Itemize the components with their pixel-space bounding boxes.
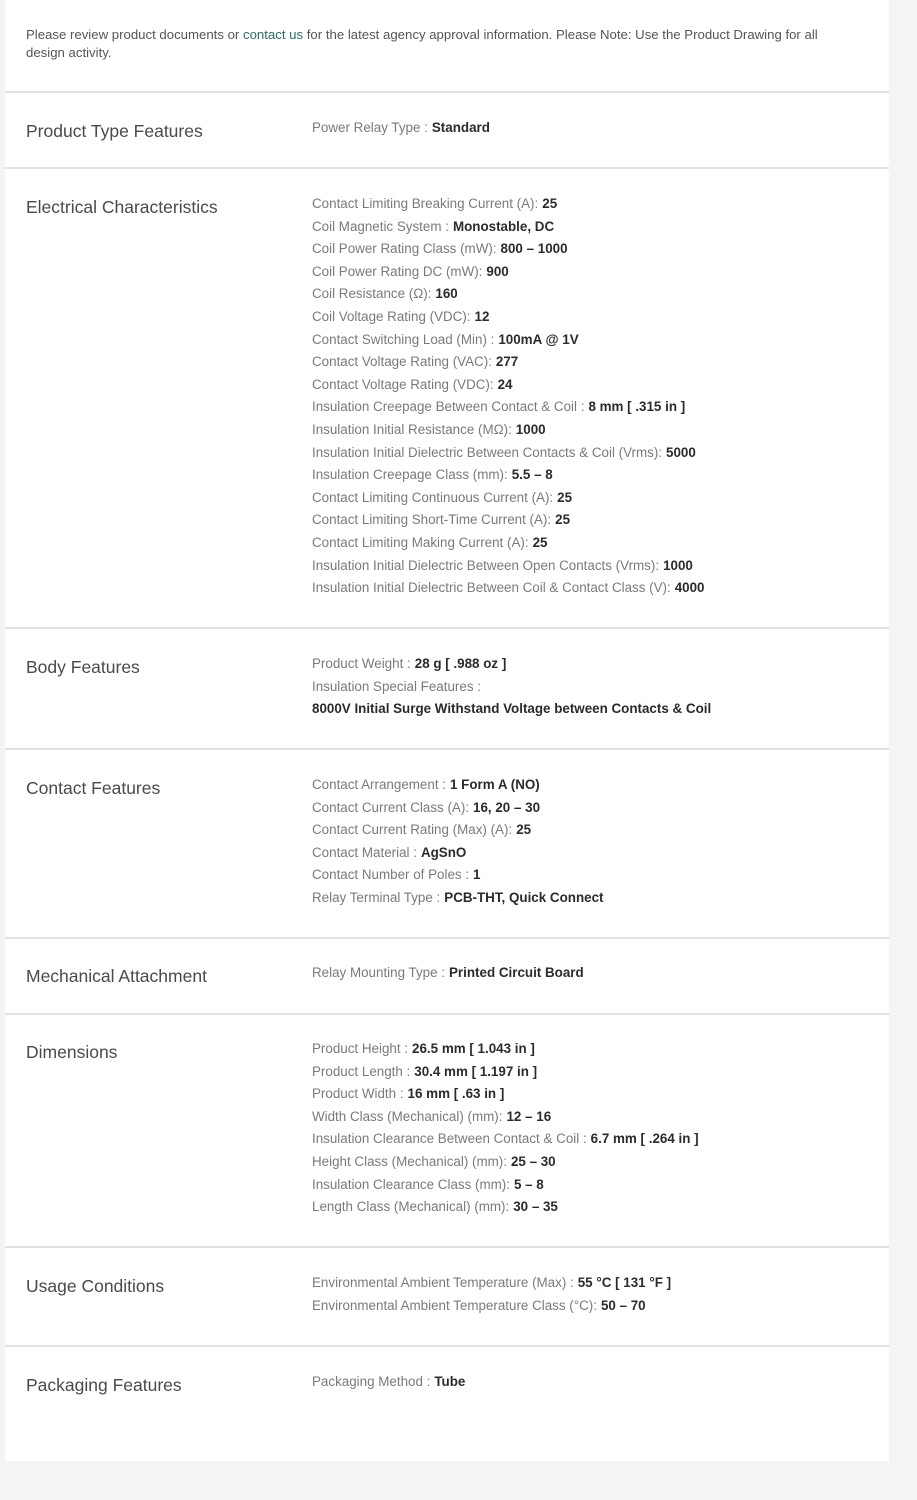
section-title: Body Features — [26, 657, 140, 677]
attribute-row — [312, 653, 711, 676]
attribute-label: Product Height : — [312, 1041, 409, 1056]
attribute-value: 55 °C [ 131 °F ] — [577, 1275, 672, 1290]
attribute-row — [312, 1174, 699, 1197]
section-title: Contact Features — [26, 778, 161, 798]
attribute-value: 25 — [555, 512, 571, 528]
attribute-value: 1 — [473, 867, 481, 883]
attribute-label: Relay Terminal Type : — [312, 889, 441, 905]
attribute-row — [312, 1038, 699, 1061]
divider — [5, 91, 889, 93]
attribute-value: 100mA @ 1V — [498, 331, 579, 347]
attribute-row — [312, 1083, 699, 1106]
attribute-value: 16 mm [ .63 in ] — [407, 1086, 505, 1102]
attribute-label: Contact Limiting Continuous Current (A): — [312, 489, 554, 505]
attribute-row — [312, 1151, 699, 1174]
attribute-value: 50 – 70 — [600, 1297, 646, 1313]
attribute-row — [312, 1106, 699, 1129]
attribute-label: Contact Limiting Short-Time Current (A): — [312, 512, 552, 528]
attribute-row — [312, 555, 705, 578]
attribute-row — [312, 864, 603, 887]
attribute-label: Product Width : — [312, 1086, 404, 1102]
divider — [5, 1013, 889, 1015]
attribute-value: 25 — [516, 822, 532, 838]
attribute-label: Environmental Ambient Temperature Class (°C): — [312, 1297, 597, 1313]
attribute-row — [312, 419, 705, 442]
attribute-row — [312, 842, 603, 865]
attribute-value: 5.5 – 8 — [511, 467, 553, 483]
attribute-row — [312, 676, 711, 721]
attribute-label: Contact Voltage Rating (VAC): — [312, 354, 492, 370]
divider — [5, 937, 889, 939]
attribute-label: Coil Resistance (Ω): — [312, 286, 432, 302]
attribute-label: Insulation Creepage Class (mm): — [312, 467, 508, 483]
attribute-label: Insulation Creepage Between Contact & Coil : — [312, 399, 585, 415]
attribute-value: 25 — [532, 534, 548, 550]
attribute-row — [312, 1272, 671, 1295]
divider — [5, 627, 889, 629]
attribute-row — [312, 1128, 699, 1151]
attribute-value: 24 — [497, 376, 513, 392]
attribute-row — [312, 306, 705, 329]
attribute-value: 1000 — [515, 421, 546, 437]
attribute-row — [312, 887, 603, 910]
attribute-value: 8 mm [ .315 in ] — [588, 399, 686, 415]
attribute-row — [312, 1371, 465, 1394]
attribute-row — [312, 532, 705, 555]
attribute-label: Contact Material : — [312, 844, 417, 860]
attribute-value: PCB-THT, Quick Connect — [444, 889, 604, 905]
attribute-value: Monostable, DC — [452, 218, 555, 234]
attribute-list — [312, 653, 711, 721]
attribute-value: 900 — [486, 263, 509, 279]
section-title: Mechanical Attachment — [26, 966, 207, 986]
attribute-row — [312, 442, 705, 465]
notice-suffix: for the latest agency approval information. Please Note: Use the Product Drawing for all design activity. — [26, 27, 818, 60]
attribute-row — [312, 351, 705, 374]
attribute-row — [312, 1295, 671, 1318]
attribute-label: Contact Voltage Rating (VDC): — [312, 376, 494, 392]
attribute-value: 160 — [435, 286, 458, 302]
attribute-row — [312, 374, 705, 397]
attribute-label: Insulation Special Features : — [312, 678, 481, 694]
attribute-label: Power Relay Type : — [312, 120, 428, 135]
attribute-label: Contact Switching Load (Min) : — [312, 331, 495, 347]
attribute-value: 28 g [ .988 oz ] — [414, 656, 507, 671]
attribute-row — [312, 396, 705, 419]
section-title: Usage Conditions — [26, 1276, 165, 1296]
attribute-value: 800 – 1000 — [500, 241, 568, 257]
section-title: Dimensions — [26, 1042, 118, 1062]
attribute-value: 12 — [474, 308, 490, 324]
attribute-label: Coil Voltage Rating (VDC): — [312, 308, 471, 324]
attribute-label: Contact Number of Poles : — [312, 867, 470, 883]
attribute-value: 8000V Initial Surge Withstand Voltage between Contacts & Coil — [312, 701, 712, 717]
attribute-value: 16, 20 – 30 — [473, 799, 541, 815]
attribute-label: Coil Power Rating Class (mW): — [312, 241, 497, 257]
attribute-label: Insulation Clearance Between Contact & Coil : — [312, 1131, 587, 1147]
specifications-card — [5, 0, 889, 1461]
attribute-value: 26.5 mm [ 1.043 in ] — [412, 1041, 535, 1056]
attribute-value: Printed Circuit Board — [449, 965, 584, 980]
attribute-label: Contact Limiting Breaking Current (A): — [312, 196, 539, 211]
attribute-row — [312, 487, 705, 510]
divider — [5, 748, 889, 750]
attribute-row — [312, 464, 705, 487]
attribute-label: Insulation Clearance Class (mm): — [312, 1176, 510, 1192]
attribute-value: 25 – 30 — [510, 1153, 556, 1169]
attribute-list — [312, 774, 603, 910]
attribute-row — [312, 238, 705, 261]
attribute-row — [312, 193, 705, 216]
attribute-label: Contact Arrangement : — [312, 777, 446, 792]
attribute-label: Product Weight : — [312, 656, 411, 671]
attribute-row — [312, 774, 603, 797]
attribute-label: Contact Current Rating (Max) (A): — [312, 822, 513, 838]
attribute-label: Width Class (Mechanical) (mm): — [312, 1108, 503, 1124]
attribute-list — [312, 1272, 671, 1317]
attribute-value: AgSnO — [420, 844, 467, 860]
attribute-label: Insulation Initial Dielectric Between Open Contacts (Vrms): — [312, 557, 660, 573]
attribute-label: Length Class (Mechanical) (mm): — [312, 1199, 510, 1215]
attribute-row — [312, 117, 490, 140]
attribute-label: Height Class (Mechanical) (mm): — [312, 1153, 507, 1169]
contact-us-link[interactable]: contact us — [242, 27, 304, 42]
attribute-value: Standard — [431, 120, 490, 135]
attribute-value: 4000 — [674, 580, 705, 596]
divider — [5, 1345, 889, 1347]
attribute-row — [312, 216, 705, 239]
attribute-row — [312, 797, 603, 820]
section-title: Packaging Features — [26, 1375, 182, 1395]
agency-approval-notice — [26, 26, 846, 62]
attribute-row — [312, 509, 705, 532]
divider — [5, 1246, 889, 1248]
attribute-value: 277 — [495, 354, 519, 370]
attribute-row — [312, 577, 705, 600]
attribute-label: Product Length : — [312, 1063, 411, 1079]
attribute-value: 30.4 mm [ 1.197 in ] — [414, 1063, 538, 1079]
attribute-value: 5 – 8 — [513, 1176, 544, 1192]
attribute-row — [312, 261, 705, 284]
attribute-list — [312, 117, 490, 140]
attribute-value: Tube — [434, 1374, 466, 1389]
section-title: Electrical Characteristics — [26, 197, 218, 217]
notice-prefix: Please review product documents or — [26, 27, 243, 42]
attribute-label: Contact Limiting Making Current (A): — [312, 534, 529, 550]
divider — [5, 167, 889, 169]
attribute-row — [312, 329, 705, 352]
attribute-row — [312, 1196, 699, 1219]
attribute-value: 25 — [542, 196, 558, 211]
attribute-label: Insulation Initial Resistance (MΩ): — [312, 421, 512, 437]
attribute-value: 12 – 16 — [506, 1108, 552, 1124]
attribute-value: 5000 — [666, 444, 696, 460]
attribute-value: 30 – 35 — [513, 1199, 558, 1215]
attribute-value: 1000 — [663, 557, 693, 573]
attribute-label: Environmental Ambient Temperature (Max) : — [312, 1275, 574, 1290]
attribute-row — [312, 819, 603, 842]
attribute-list — [312, 1371, 465, 1394]
attribute-list — [312, 962, 584, 985]
attribute-list — [312, 1038, 699, 1219]
attribute-label: Insulation Initial Dielectric Between Contacts & Coil (Vrms): — [312, 444, 663, 460]
attribute-row — [312, 283, 705, 306]
section-title: Product Type Features — [26, 121, 203, 141]
attribute-value: 25 — [557, 489, 573, 505]
attribute-row — [312, 1061, 699, 1084]
attribute-label: Coil Magnetic System : — [312, 218, 449, 234]
attribute-value: 1 Form A (NO) — [449, 777, 540, 792]
attribute-label: Insulation Initial Dielectric Between Coil & Contact Class (V): — [312, 580, 671, 596]
attribute-value: 6.7 mm [ .264 in ] — [590, 1131, 699, 1147]
attribute-label: Packaging Method : — [312, 1374, 431, 1389]
attribute-row — [312, 962, 584, 985]
attribute-list — [312, 193, 705, 600]
attribute-label: Coil Power Rating DC (mW): — [312, 263, 483, 279]
attribute-label: Relay Mounting Type : — [312, 965, 445, 980]
attribute-label: Contact Current Class (A): — [312, 799, 470, 815]
